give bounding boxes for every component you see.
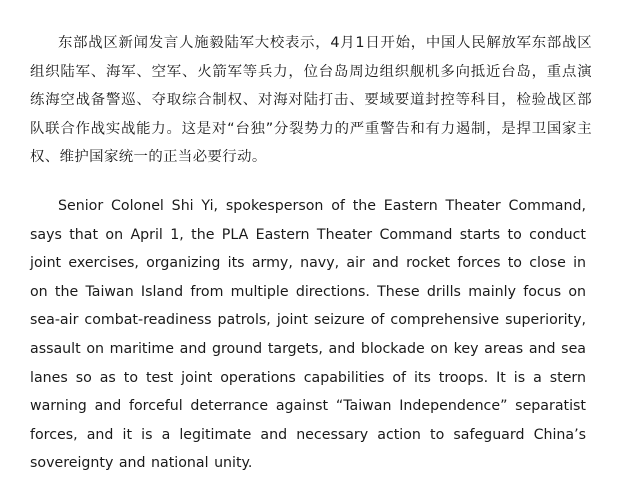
chinese-paragraph: 东部战区新闻发言人施毅陆军大校表示，4月1日开始，中国人民解放军东部战区组织陆军、海军、空军、火箭军等兵力，位台岛周边组织舰机多向抵近台岛，重点演练海空战备警巡、夺取综合制权、对海对陆打击、要域要道封控等科目，检验战区部队联合作战实战能力。这是对“台独”分裂势力的严重警告和有力遏制，是捍卫国家主权、维护国家统一的正当必要行动。 [30, 35, 592, 166]
english-paragraph: Senior Colonel Shi Yi, spokesperson of the Eastern Theater Command, says that on April 1, the PLA Eastern Theater Command starts to conduct joint exercises, organizing its army, navy, air and rocket forces to close in on the Taiwan Island from multiple directions. These drills mainly focus on sea-air combat-readiness patrols, joint seizure of comprehensive superiority, assault on maritime and ground targets, and blockade on key areas and sea lanes so as to test joint operations capabilities of its troops. It is a stern warning and forceful deterrance against “Taiwan Independence” separatist forces, and it is a legitimate and necessary action to safeguard China’s sovereignty and national unity. [30, 198, 586, 472]
